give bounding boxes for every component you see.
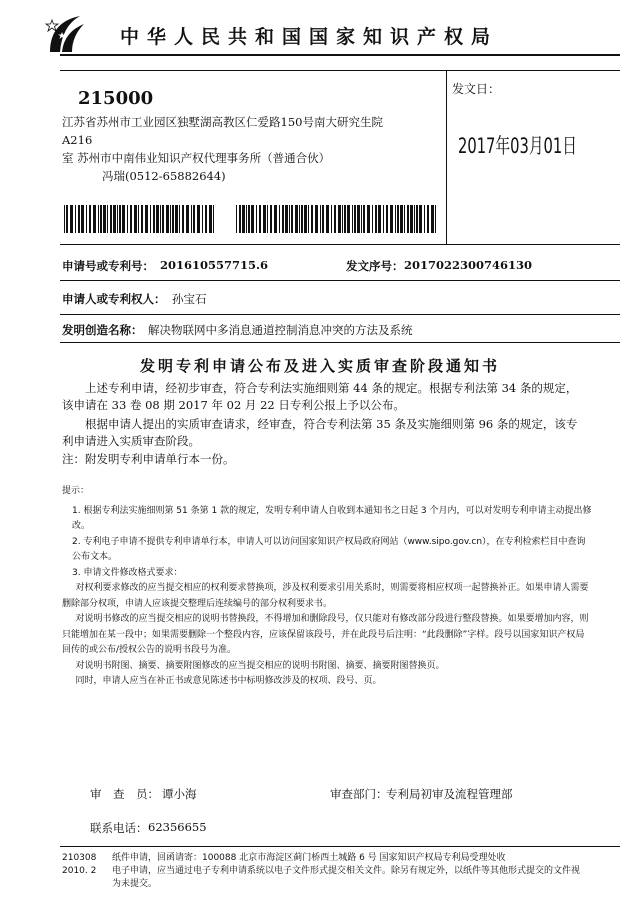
barcode-bar bbox=[205, 205, 207, 233]
footer-paper-notice: 纸件申请，回函请寄：100088 北京市海淀区蓟门桥西土城路 6 号 国家知识产权局专利局受理处收 bbox=[112, 853, 506, 863]
barcode-bar bbox=[134, 205, 137, 233]
barcode-bar bbox=[338, 205, 341, 233]
tip-item: 1. 根据专利法实施细则第 51 条第 1 款的规定，发明专利申请人自收到本通知书之日起 3 个月内，可以对发明专利申请主动提出修改。 bbox=[72, 505, 592, 531]
barcode-bar bbox=[141, 205, 143, 233]
barcode-bar bbox=[166, 205, 169, 233]
barcode-bar bbox=[367, 205, 370, 233]
barcode-bar bbox=[156, 205, 159, 233]
barcode-bar bbox=[279, 205, 280, 233]
barcode-bar bbox=[191, 205, 192, 233]
barcode-bar bbox=[75, 205, 76, 233]
barcode-bar bbox=[182, 205, 184, 233]
notice-title: 发明专利申请公布及进入实质审查阶段通知书 bbox=[139, 357, 500, 375]
box-top-border bbox=[60, 70, 620, 71]
barcode-bar bbox=[331, 205, 332, 233]
dispatch-date-label: 发文日： bbox=[452, 82, 501, 96]
invention-name: 解决物联网中多消息通道控制消息冲突的方法及系统 bbox=[148, 323, 413, 337]
barcode-bar bbox=[357, 205, 360, 233]
barcode-bar bbox=[375, 205, 377, 233]
barcode-bar bbox=[107, 205, 108, 233]
row-divider bbox=[60, 280, 620, 281]
barcode-bar bbox=[410, 205, 413, 233]
phone-number: 62356655 bbox=[148, 820, 207, 834]
barcode-bar bbox=[404, 205, 405, 233]
header-divider bbox=[60, 54, 620, 56]
address-line-3: 冯瑞(0512-65882644) bbox=[102, 169, 226, 183]
barcode-bar bbox=[347, 205, 350, 233]
barcode-bar bbox=[202, 205, 203, 233]
barcode-bar bbox=[175, 205, 178, 233]
address-line-2: 室 苏州市中南伟业知识产权代理事务所（普通合伙） bbox=[62, 151, 331, 165]
form-date: 2010. 2 bbox=[62, 866, 97, 876]
tip-item: 对说明书修改的应当提交相应的说明书替换段，不得增加和删除段号，仅只能对有修改部分段进行整段替换。如果要增加内容，则只能增加在某一段中；如果需要删除一个整段内容，应该保留该段号，并在此段号后注明：“此段删除”字样。段号以国家知识产权局回传的或公布/授权公告的说明书段号为准。 bbox=[62, 614, 589, 655]
barcode-bar bbox=[193, 205, 195, 233]
barcode-bar bbox=[251, 205, 254, 233]
barcode-bar bbox=[153, 205, 155, 233]
barcode-bar bbox=[378, 205, 381, 233]
barcode-bar bbox=[81, 205, 84, 233]
row-divider bbox=[60, 244, 620, 245]
barcode-bar bbox=[383, 205, 384, 233]
address-line-1: 江苏省苏州市工业园区独墅湖高教区仁爱路150号南大研究生院A216 bbox=[62, 115, 383, 147]
barcode-bar bbox=[414, 205, 415, 233]
notice-paragraph-1: 上述专利申请，经初步审查，符合专利法实施细则第 44 条的规定。根据专利法第 34 条的规定，该申请在 33 卷 08 期 2017 年 02 月 22 日专利公报上予以公布。 bbox=[62, 381, 578, 412]
barcode-bar bbox=[390, 205, 393, 233]
barcode-bar bbox=[435, 205, 436, 233]
barcode-bar bbox=[256, 205, 257, 233]
footer-electronic-notice: 电子申请，应当通过电子专利申请系统以电子文件形式提交相关文件。除另有规定外，以纸件等其他形式提交的文件视为未提交。 bbox=[112, 866, 581, 889]
barcode-bar bbox=[103, 205, 106, 233]
barcode-bar bbox=[334, 205, 336, 233]
barcode-bar bbox=[117, 205, 118, 233]
barcode-bar bbox=[301, 205, 303, 233]
sipo-logo-icon bbox=[44, 12, 88, 56]
tip-item: 2. 专利电子申请不提供专利申请单行本，申请人可以访问国家知识产权局政府网站（www.sipo.gov.cn），在专利检索栏目中查询公布文本。 bbox=[72, 536, 586, 562]
barcode-bar bbox=[416, 205, 418, 233]
barcode-bar bbox=[291, 205, 293, 233]
barcode-bar bbox=[145, 205, 148, 233]
dispatch-serial: 2017022300746130 bbox=[404, 258, 533, 272]
department-name: 专利局初审及流程管理部 bbox=[386, 787, 513, 801]
barcode-bar bbox=[270, 205, 272, 233]
barcode-bar bbox=[239, 205, 241, 233]
row-divider bbox=[60, 314, 620, 315]
barcode-bar bbox=[427, 205, 429, 233]
barcode-bar bbox=[213, 205, 214, 233]
barcode-bar bbox=[419, 205, 422, 233]
barcode-bar bbox=[179, 205, 180, 233]
application-number-label: 申请号或专利号： bbox=[62, 259, 154, 273]
barcode-bar bbox=[395, 205, 396, 233]
barcode-bar bbox=[361, 205, 362, 233]
barcode-bar bbox=[186, 205, 189, 233]
barcode-bar bbox=[89, 205, 91, 233]
barcode-bar bbox=[66, 205, 68, 233]
barcode-bar bbox=[285, 205, 288, 233]
barcode-bar bbox=[119, 205, 121, 233]
tip-item: 3. 申请文件修改格式要求： bbox=[72, 567, 183, 578]
notice-note: 注：附发明专利申请单行本一份。 bbox=[62, 452, 235, 466]
barcode-bar bbox=[322, 205, 324, 233]
barcode-bar bbox=[299, 205, 300, 233]
barcode-bar bbox=[127, 205, 128, 233]
barcode-bar bbox=[342, 205, 343, 233]
office-name: 中华人民共和国国家知识产权局 bbox=[120, 26, 499, 48]
barcode-bar bbox=[236, 205, 237, 233]
barcode-bar bbox=[110, 205, 112, 233]
barcode-bar bbox=[295, 205, 298, 233]
barcode-bar bbox=[100, 205, 102, 233]
department-label: 审查部门： bbox=[330, 787, 388, 801]
barcode-bar bbox=[150, 205, 151, 233]
barcode-bar bbox=[172, 205, 174, 233]
barcode-bar bbox=[197, 205, 200, 233]
barcode-bar bbox=[267, 205, 268, 233]
barcode-bar bbox=[282, 205, 284, 233]
barcode-left bbox=[64, 205, 216, 233]
barcode-bar bbox=[315, 205, 318, 233]
tip-item: 对权利要求修改的应当提交相应的权利要求替换项，涉及权利要求引用关系时，则需要将相应权项一起替换补正。如果申请人需要删除部分权项，申请人应该提交整理后连续编号的部分权利要求书。 bbox=[62, 583, 589, 609]
barcode-bar bbox=[386, 205, 388, 233]
barcode-bar bbox=[424, 205, 425, 233]
barcode-bar bbox=[363, 205, 365, 233]
barcode-bar bbox=[113, 205, 116, 233]
tip-item: 对说明书附图、摘要、摘要附图修改的应当提交相应的说明书附图、摘要、摘要附图替换页。 bbox=[75, 660, 445, 671]
application-number: 201610557715.6 bbox=[160, 258, 269, 272]
barcode-bar bbox=[304, 205, 307, 233]
barcode-bar bbox=[246, 205, 247, 233]
vertical-divider bbox=[446, 70, 447, 244]
barcode-bar bbox=[242, 205, 245, 233]
barcode-bar bbox=[259, 205, 261, 233]
tips-section bbox=[62, 484, 592, 690]
barcode-bar bbox=[162, 205, 164, 233]
notice-paragraph-2: 根据申请人提出的实质审查请求，经审查，符合专利法第 35 条及实施细则第 96 条的规定，该专利申请进入实质审查阶段。 bbox=[62, 417, 578, 448]
postcode: 215000 bbox=[78, 88, 154, 109]
barcode-bar bbox=[320, 205, 321, 233]
barcode-bar bbox=[64, 205, 65, 233]
barcode-bar bbox=[70, 205, 73, 233]
barcode-bar bbox=[344, 205, 346, 233]
examiner-name: 谭小海 bbox=[162, 787, 197, 801]
barcode-bar bbox=[170, 205, 171, 233]
dispatch-serial-label: 发文序号： bbox=[346, 259, 404, 273]
applicant-label: 申请人或专利权人： bbox=[62, 292, 166, 306]
form-code: 210308 bbox=[62, 853, 97, 863]
footer-divider bbox=[60, 846, 620, 847]
barcode-bar bbox=[138, 205, 139, 233]
barcode-bar bbox=[209, 205, 212, 233]
invention-name-label: 发明创造名称： bbox=[62, 323, 143, 337]
phone-label: 联系电话： bbox=[90, 821, 148, 835]
barcode-bar bbox=[78, 205, 80, 233]
barcode-bar bbox=[86, 205, 87, 233]
row-divider bbox=[60, 342, 620, 343]
applicant-name: 孙宝石 bbox=[172, 292, 207, 306]
barcode-bar bbox=[263, 205, 266, 233]
barcode-bar bbox=[289, 205, 290, 233]
barcode-bar bbox=[326, 205, 329, 233]
barcode-bar bbox=[431, 205, 434, 233]
barcode-bar bbox=[311, 205, 313, 233]
barcode-bar bbox=[122, 205, 125, 233]
barcode-bar bbox=[400, 205, 403, 233]
barcode-bar bbox=[354, 205, 356, 233]
barcode-right bbox=[236, 205, 436, 233]
barcode-bar bbox=[397, 205, 399, 233]
barcode-bar bbox=[98, 205, 99, 233]
barcode-bar bbox=[160, 205, 161, 233]
tips-heading: 提示： bbox=[62, 486, 90, 496]
tip-item: 同时，申请人应当在补正书或意见陈述书中标明修改涉及的权项、段号、页。 bbox=[75, 676, 382, 686]
barcode-bar bbox=[130, 205, 132, 233]
barcode-bar bbox=[372, 205, 373, 233]
barcode-bar bbox=[308, 205, 309, 233]
dispatch-date: 2017年03月01日 bbox=[458, 134, 577, 158]
recipient-address bbox=[62, 113, 392, 185]
barcode-bar bbox=[352, 205, 353, 233]
barcode-bar bbox=[93, 205, 96, 233]
barcode-bar bbox=[407, 205, 409, 233]
examiner-label: 审 查 员： bbox=[90, 787, 159, 801]
barcode-bar bbox=[248, 205, 250, 233]
barcode-bar bbox=[274, 205, 277, 233]
